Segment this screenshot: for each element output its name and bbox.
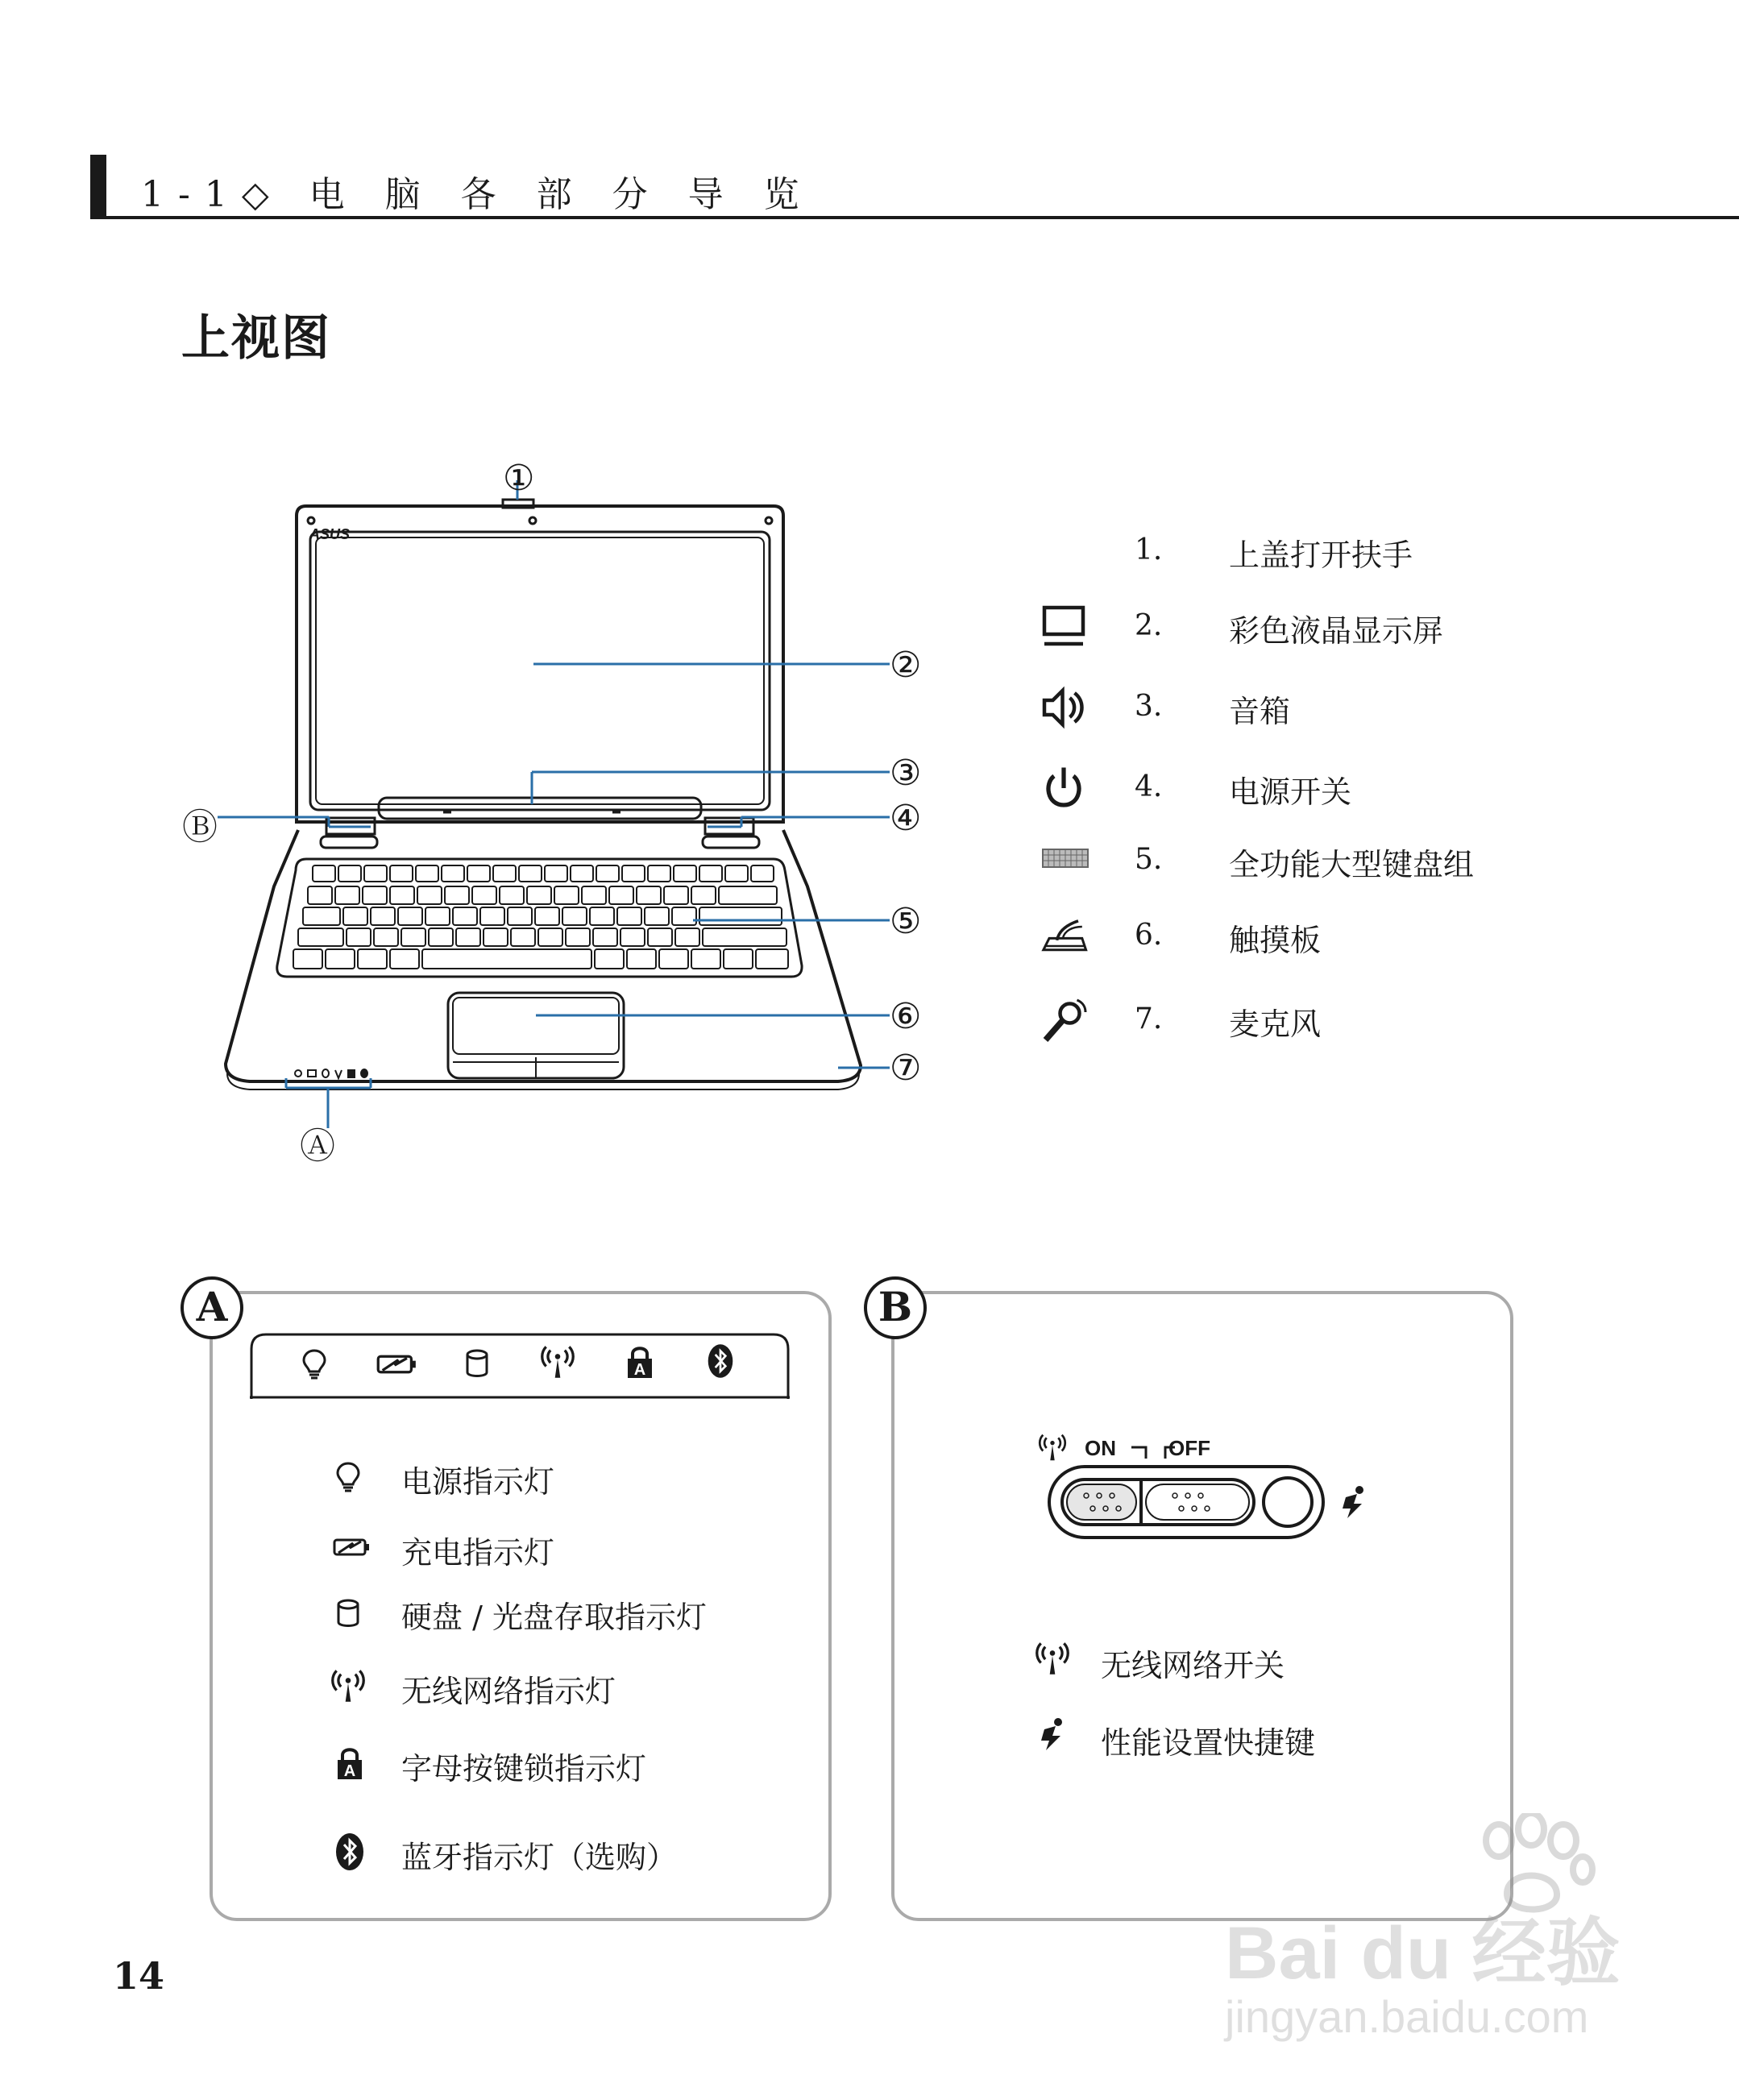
watermark-logo: Bai du 经验: [1225, 1912, 1621, 1994]
legend-num-3: 3.: [1135, 690, 1163, 723]
legend-num-7: 7.: [1135, 1002, 1163, 1035]
disk-icon: [332, 1596, 364, 1631]
callout-7: ⑦: [890, 1048, 922, 1089]
wireless-switch-diagram: [1038, 1433, 1376, 1546]
legend-num-2: 2.: [1135, 609, 1163, 642]
panel-a-label-1: 电源指示灯: [401, 1464, 555, 1500]
panel-b-label-1: 无线网络开关: [1101, 1648, 1285, 1683]
performance-icon: [1338, 1481, 1370, 1523]
microphone-icon: [1040, 998, 1088, 1046]
panel-b-label-2: 性能设置快捷键: [1101, 1725, 1316, 1761]
watermark: [1225, 1813, 1724, 2055]
panel-a-label-3: 硬盘 / 光盘存取指示灯: [401, 1600, 707, 1635]
header-rule: [90, 216, 1739, 219]
bluetooth-icon: [334, 1829, 366, 1874]
touchpad-icon: [1040, 917, 1088, 956]
legend-num-4: 4.: [1135, 770, 1163, 803]
bluetooth-icon: [706, 1341, 735, 1381]
legend-label-2: 彩色液晶显示屏: [1229, 613, 1444, 649]
indicator-strip: [250, 1333, 790, 1399]
legend-label-7: 麦克风: [1229, 1006, 1322, 1042]
caps-lock-icon: [334, 1744, 366, 1783]
legend-label-1: 上盖打开扶手: [1229, 537, 1413, 573]
panel-a-label-4: 无线网络指示灯: [401, 1674, 616, 1709]
callout-5: ⑤: [890, 901, 922, 942]
power-icon: [1040, 764, 1088, 812]
battery-charge-icon: [376, 1351, 417, 1378]
callout-6: ⑥: [890, 996, 922, 1037]
wireless-icon: [1035, 1639, 1070, 1678]
page-title: 上视图: [181, 310, 331, 367]
wireless-icon: [540, 1343, 575, 1381]
panel-a-label-5: 字母按键锁指示灯: [401, 1751, 647, 1787]
callout-4: ④: [890, 798, 922, 839]
legend-label-4: 电源开关: [1229, 774, 1352, 810]
legend-label-6: 触摸板: [1229, 923, 1322, 958]
legend-num-6: 6.: [1135, 919, 1163, 952]
brand-logo: ASUS: [309, 526, 351, 542]
section-title: 1-1◇ 电 脑 各 部 分 导 览: [141, 174, 814, 215]
disk-icon: [461, 1346, 493, 1381]
panel-a-label-2: 充电指示灯: [401, 1535, 555, 1571]
callout-2: ②: [890, 645, 922, 686]
panel-a-letter: A: [181, 1276, 243, 1339]
watermark-url: jingyan.baidu.com: [1225, 1991, 1589, 2042]
wireless-icon: [330, 1666, 366, 1705]
speaker-icon: [1040, 683, 1088, 732]
panel-b-letter: B: [864, 1276, 927, 1339]
switch-off-label: OFF: [1168, 1436, 1210, 1460]
callout-1: ①: [503, 458, 535, 499]
battery-charge-icon: [332, 1534, 371, 1560]
caps-lock-icon: [624, 1343, 656, 1381]
legend-label-3: 音箱: [1229, 694, 1291, 729]
bulb-icon: [298, 1344, 330, 1383]
keyboard-icon: [1041, 846, 1089, 870]
bulb-icon: [332, 1457, 364, 1496]
legend-num-1: 1.: [1135, 533, 1163, 567]
callout-3: ③: [890, 753, 922, 794]
switch-on-label: ON: [1085, 1436, 1116, 1460]
display-icon: [1040, 603, 1088, 651]
performance-icon: [1036, 1713, 1069, 1755]
laptop-diagram: [177, 451, 943, 1160]
page-number: 14: [113, 1954, 165, 1998]
header-accent-bar: [90, 155, 106, 219]
callout-b: Ⓑ: [182, 807, 218, 848]
legend-label-5: 全功能大型键盘组: [1229, 847, 1475, 882]
legend-num-5: 5.: [1135, 843, 1163, 876]
panel-a-label-6: 蓝牙指示灯（选购）: [401, 1840, 678, 1875]
callout-a: Ⓐ: [300, 1126, 335, 1167]
